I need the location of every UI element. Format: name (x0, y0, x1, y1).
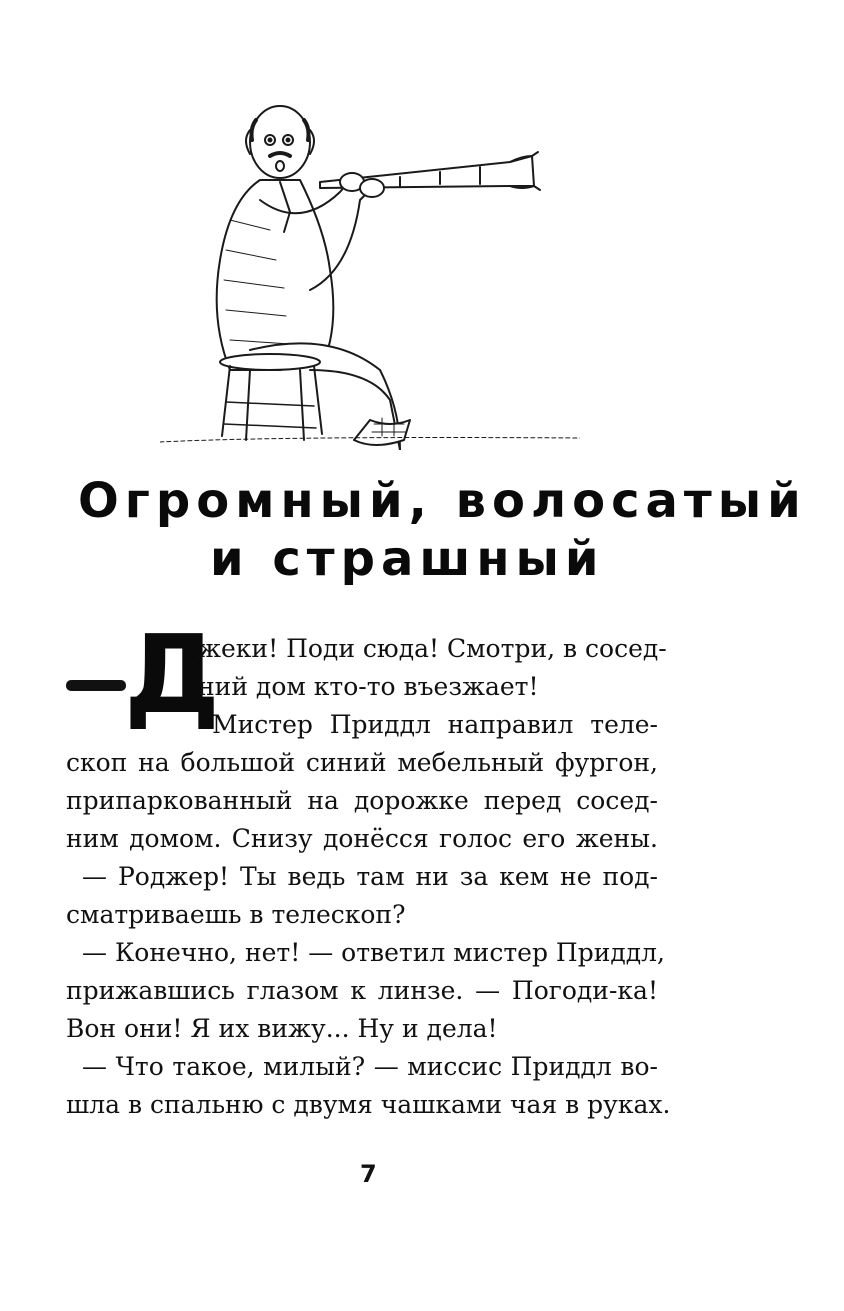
text-line: скоп на большой синий мебельный фургон, (66, 748, 658, 777)
drop-cap (66, 613, 221, 742)
drop-cap-letter: Д (124, 613, 221, 738)
text-line: ним домом. Снизу донёсся голос его жены. (66, 824, 658, 853)
man-with-telescope-illustration (160, 90, 580, 450)
text-line: Вон они! Я их вижу... Ну и дела! (66, 1014, 498, 1043)
chapter-title-line-1: Огромный, волосатый (78, 473, 807, 529)
drop-cap-dash (66, 680, 126, 691)
text-line: — Конечно, нет! — ответил мистер Приддл, (82, 938, 666, 967)
text-line: припаркованный на дорожке перед сосед- (66, 786, 658, 815)
page-number: 7 (360, 1160, 377, 1188)
chapter-title-line-2: и страшный (210, 531, 605, 587)
text-line: — Роджер! Ты ведь там ни за кем не под- (82, 862, 658, 891)
text-line: прижавшись глазом к линзе. — Погоди-ка! (66, 976, 658, 1005)
text-line: ний дом кто-то въезжает! (198, 672, 539, 701)
text-line: шла в спальню с двумя чашками чая в руках. (66, 1090, 671, 1119)
text-line: Мистер Приддл направил теле- (212, 710, 658, 739)
text-line: жеки! Поди сюда! Смотри, в сосед- (198, 634, 667, 663)
text-line: — Что такое, милый? — миссис Приддл во- (82, 1052, 658, 1081)
text-line: сматриваешь в телескоп? (66, 900, 406, 929)
